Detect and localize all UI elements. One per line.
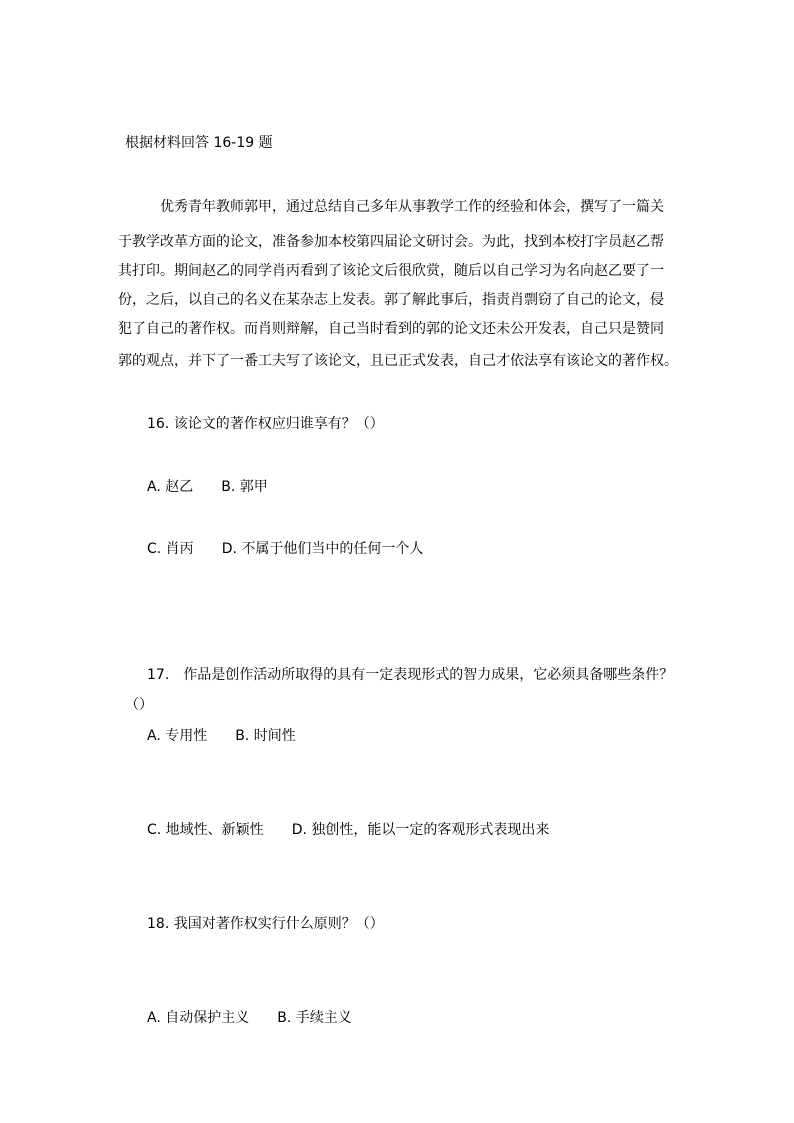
section-heading: 根据材料回答 16-19 题 — [125, 135, 273, 151]
passage-line: 其打印。期间赵乙的同学肖丙看到了该论文后很欣赏，随后以自己学习为名向赵乙要了一 — [118, 263, 664, 279]
option-b: B. 手续主义 — [277, 1010, 352, 1026]
option-c: C. 肖丙 — [147, 541, 194, 557]
option-b: B. 郭甲 — [221, 479, 268, 495]
question-17: 17. 作品是创作活动所取得的具有一定表现形式的智力成果，它必须具备哪些条件？ — [147, 667, 674, 683]
passage-line: 于教学改革方面的论文，准备参加本校第四届论文研讨会。为此，找到本校打字员赵乙帮 — [118, 234, 664, 250]
question-17-options-cd — [147, 821, 549, 839]
option-d: D. 不属于他们当中的任何一个人 — [221, 541, 424, 557]
option-a: A. 自动保护主义 — [147, 1010, 250, 1026]
question-16-options-cd — [147, 540, 423, 558]
question-17-continued: （） — [125, 697, 153, 713]
question-18: 18. 我国对著作权实行什么原则？（） — [147, 916, 384, 932]
option-a: A. 赵乙 — [147, 479, 194, 495]
question-16: 16. 该论文的著作权应归谁享有？（） — [147, 416, 384, 432]
option-a: A. 专用性 — [147, 728, 208, 744]
passage-line: 犯了自己的著作权。而肖则辩解，自己当时看到的郭的论文还未公开发表，自己只是赞同 — [118, 321, 664, 337]
passage-line: 份，之后，以自己的名义在某杂志上发表。郭了解此事后，指责肖剽窃了自己的论文，侵 — [118, 292, 664, 308]
passage-line: 优秀青年教师郭甲，通过总结自己多年从事教学工作的经验和体会，撰写了一篇关 — [118, 199, 664, 215]
passage-line: 郭的观点，并下了一番工夫写了该论文，且已正式发表，自己才依法享有该论文的著作权。 — [118, 353, 678, 369]
option-b: B. 时间性 — [235, 728, 296, 744]
question-18-options-ab — [147, 1009, 352, 1027]
option-d: D. 独创性，能以一定的客观形式表现出来 — [291, 822, 550, 838]
question-17-options-ab — [147, 727, 296, 745]
question-16-options-ab — [147, 478, 268, 496]
option-c: C. 地域性、新颖性 — [147, 822, 264, 838]
